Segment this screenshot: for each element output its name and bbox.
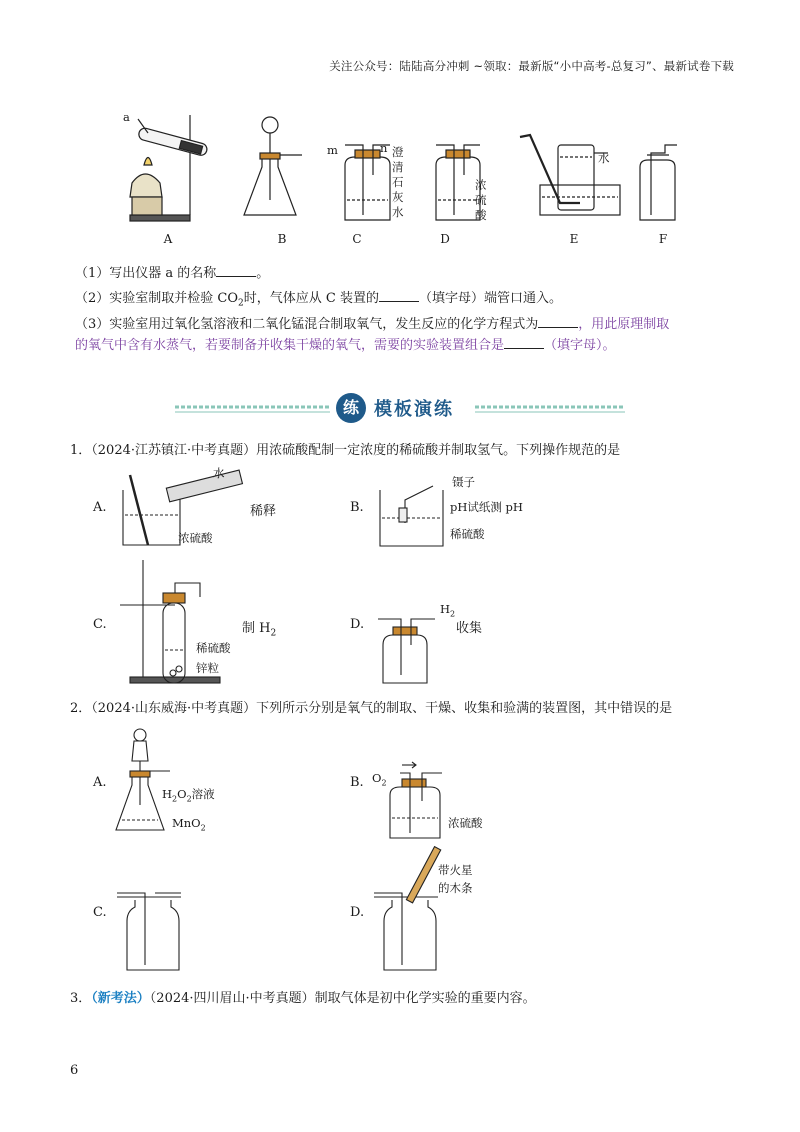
q2-option-a[interactable]: A. — [93, 775, 107, 790]
label-B: B — [277, 232, 287, 246]
q2-b-figure — [382, 763, 462, 843]
q3-stem: 3．（新考法）（2024·四川眉山·中考真题）制取气体是初中化学实验的重要内容。 — [70, 991, 536, 1006]
q1-option-a[interactable]: A. — [93, 500, 107, 515]
q1-b-ph: pH试纸测 pH — [450, 500, 523, 514]
q2-a-mno2: MnO$_2$ — [172, 816, 206, 833]
q2-d-splint-line1: 带火星 — [438, 863, 473, 877]
q2-d-splint-line2: 的木条 — [438, 881, 473, 895]
apparatus-a — [130, 115, 208, 221]
q2-b-o2: $O_2$ — [372, 771, 387, 788]
label-E: E — [569, 232, 579, 246]
q2-c-figure — [115, 885, 190, 975]
label-a-mark: a — [123, 110, 130, 124]
label-conc-acid: 浓硫酸 — [475, 178, 487, 222]
page-number: 6 — [70, 1063, 79, 1078]
q1-option-b[interactable]: B. — [350, 500, 364, 515]
label-n-mark: n — [380, 141, 388, 155]
q1-b-tweezers: 镊子 — [452, 475, 475, 489]
apparatus-diagram — [110, 105, 710, 250]
top-question-1: （1）写出仪器 a 的名称 。 — [75, 266, 270, 281]
apparatus-d — [436, 145, 480, 220]
q1-stem: 1．（2024·江苏镇江·中考真题）用浓硫酸配制一定浓度的稀硫酸并制取氢气。下列操作规范的是 — [70, 443, 621, 458]
q2-a-solution: $H_2O_2$溶液 — [162, 787, 215, 804]
apparatus-e — [520, 135, 620, 215]
q1-c-figure — [115, 555, 255, 685]
q1-option-c[interactable]: C. — [93, 617, 107, 632]
label-water-e: 水 — [598, 151, 610, 165]
q1-a-water: 水 — [213, 466, 225, 480]
q2-option-d[interactable]: D. — [350, 905, 365, 920]
label-A: A — [163, 232, 173, 246]
q1-a-dilute: 稀释 — [250, 504, 277, 519]
apparatus-f — [640, 145, 677, 220]
q1-option-d[interactable]: D. — [350, 617, 365, 632]
apparatus-c — [345, 145, 390, 220]
q1-b-acid: 稀硫酸 — [450, 527, 485, 541]
page-header: 关注公众号：陆陆高分冲刺 ~领取：最新版“小中高考-总复习”、最新试卷下载 — [329, 59, 734, 73]
q2-option-b[interactable]: B. — [350, 775, 364, 790]
section-title: 模板演练 — [374, 399, 454, 420]
q1-d-collect: 收集 — [456, 621, 483, 636]
top-question-2: （2）实验室制取并检验 $CO_2$时，气体应从 C 装置的 （填字母）端管口通入。 — [75, 291, 562, 309]
q1-c-acid: 稀硫酸 — [196, 641, 231, 655]
q1-c-zinc: 锌粒 — [196, 661, 219, 675]
q2-option-c[interactable]: C. — [93, 905, 107, 920]
q1-a-acid: 浓硫酸 — [178, 531, 213, 545]
q2-b-acid: 浓硫酸 — [448, 816, 483, 830]
q1-d-gas: $H_2$ — [440, 602, 456, 619]
label-D: D — [440, 232, 450, 246]
label-limewater: 澄清石灰水 — [392, 145, 404, 219]
q3-tag: （新考法） — [91, 991, 150, 1006]
top-question-3: （3）实验室用过氧化氢溶液和二氧化锰混合制取氧气，发生反应的化学方程式为 ，用此原理制取 的氧气中含有水蒸气，若要制备并收集干燥的氧气，需要的实验装置组合是 （填字母）。 — [75, 317, 670, 353]
label-m-mark: m — [327, 143, 338, 157]
practice-icon: 练 — [336, 393, 366, 423]
q1-c-make: 制 $H_2$ — [242, 621, 277, 639]
apparatus-b — [244, 117, 302, 215]
label-F: F — [658, 232, 668, 246]
q2-stem: 2．（2024·山东威海·中考真题）下列所示分别是氧气的制取、干燥、收集和验满的装置图，其中错误的是 — [70, 701, 673, 716]
label-C: C — [352, 232, 362, 246]
